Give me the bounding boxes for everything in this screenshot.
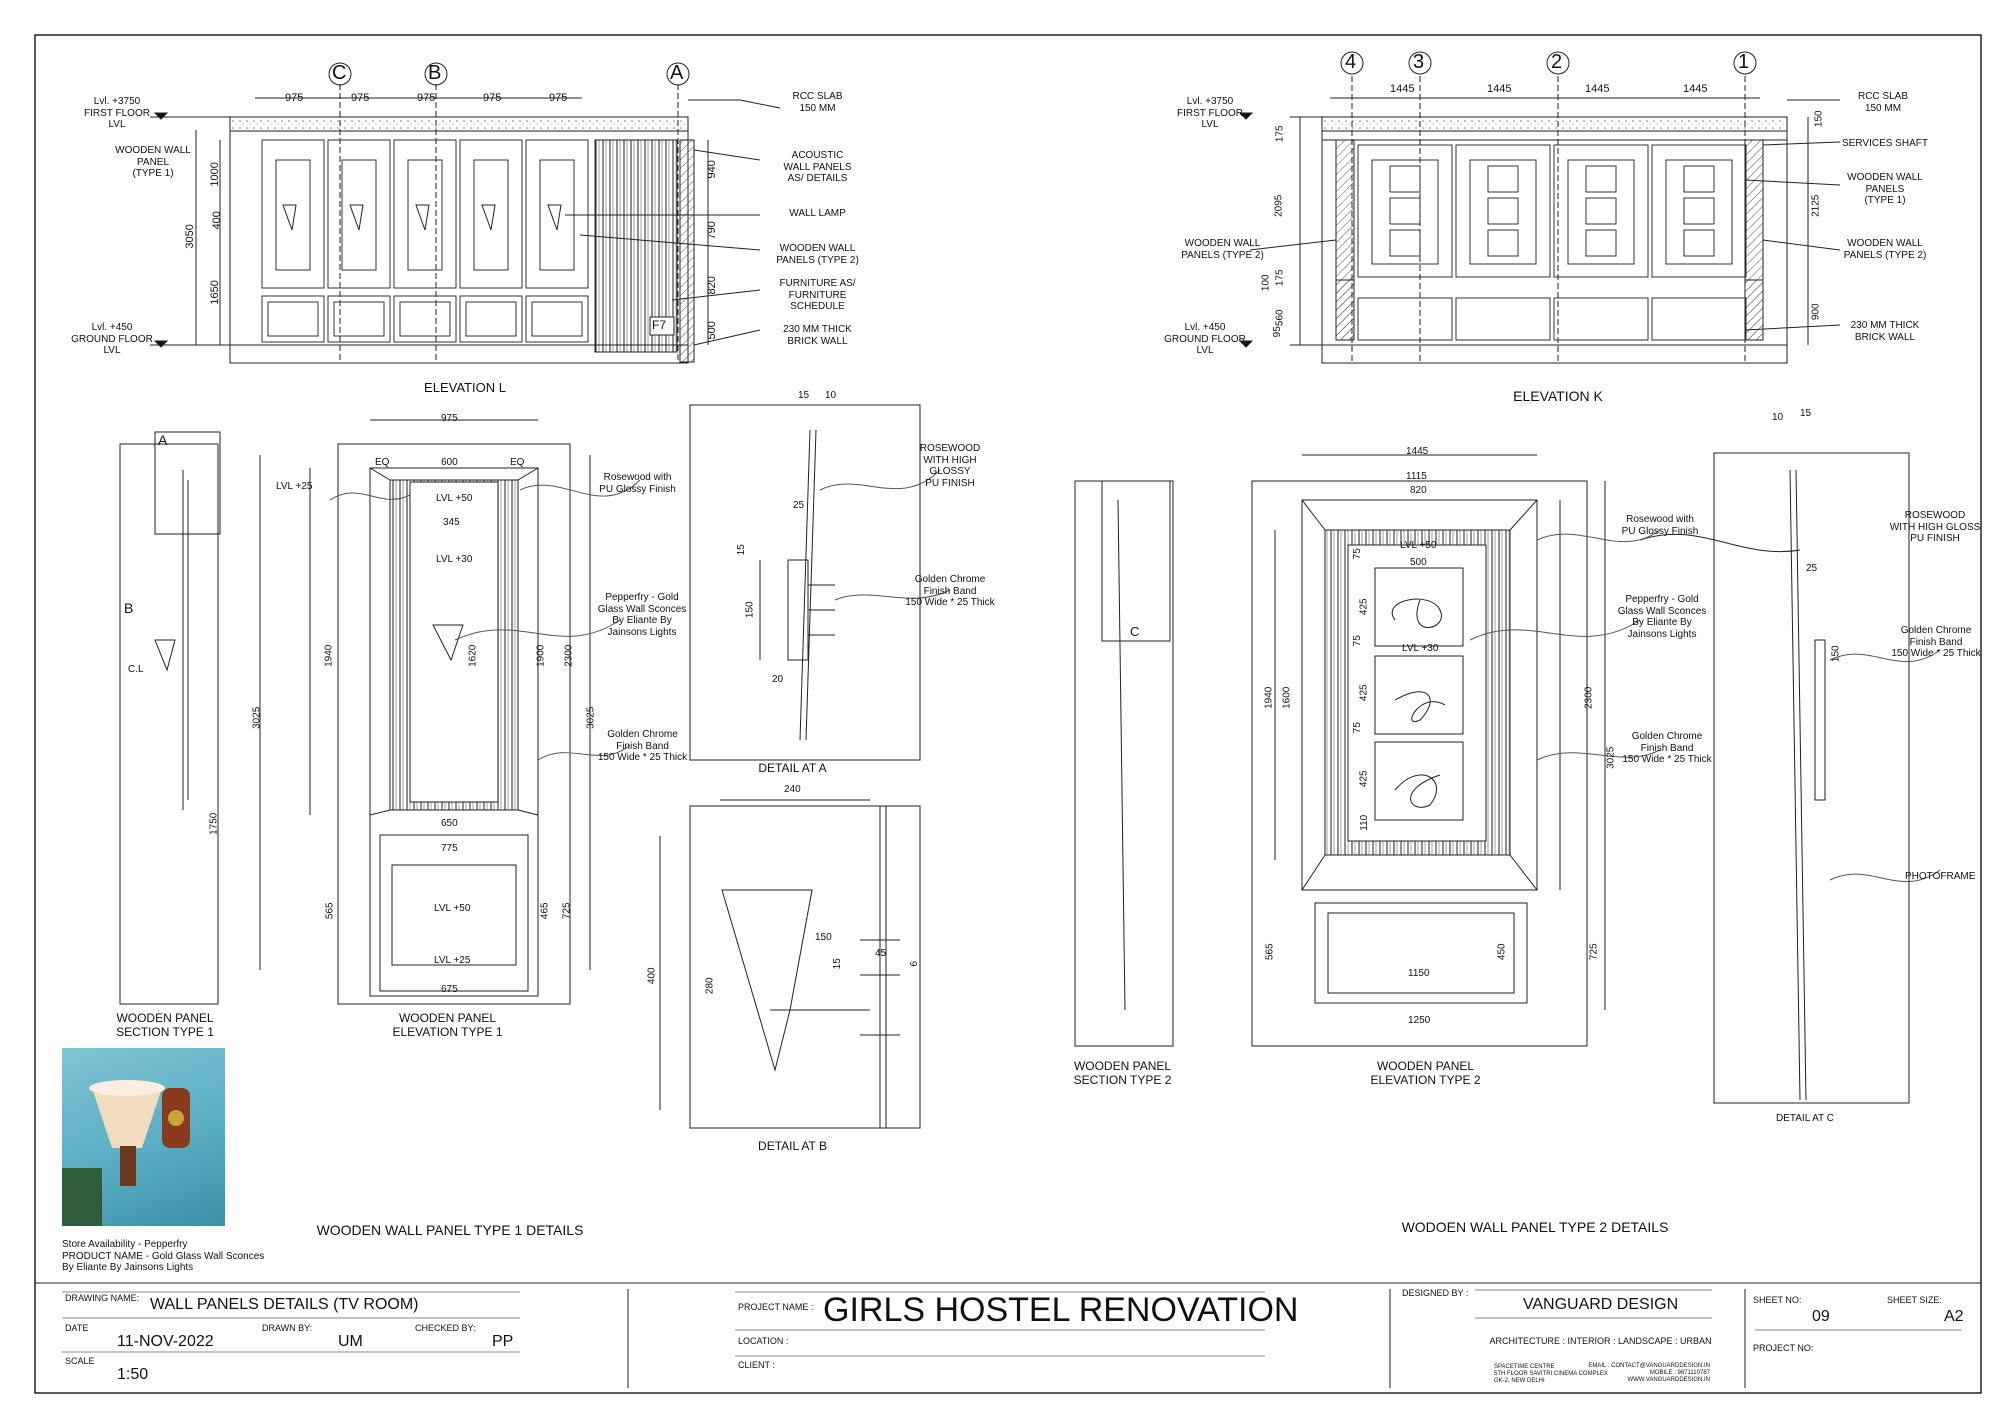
date-value: 11-NOV-2022 [117, 1333, 214, 1350]
dim-label: 20 [772, 674, 784, 685]
grid-tag-3: 3 [1413, 51, 1425, 73]
note-rosewood: Rosewood with PU Glossy Finish [599, 472, 676, 495]
wall-sconce-icon [62, 1048, 225, 1226]
elevation-k-title: ELEVATION K [1513, 388, 1603, 404]
dim-label: 725 [561, 902, 573, 920]
dim-label: 775 [441, 843, 458, 854]
label-rcc-slab: RCC SLAB 150 MM [792, 91, 843, 114]
label-wooden-panels-type2: WOODEN WALL PANELS (TYPE 2) [1843, 238, 1927, 261]
location-label: LOCATION : [738, 1336, 789, 1346]
dim-label: 790 [705, 221, 718, 240]
elevation-type1-title: WOODEN PANEL ELEVATION TYPE 1 [392, 1011, 503, 1039]
dim-label: 15 [735, 544, 747, 556]
dim-label: 25 [793, 500, 805, 511]
section-type1-drawing [120, 432, 260, 1004]
dim-label: 450 [1496, 943, 1508, 961]
sheet-size-value: A2 [1944, 1308, 1964, 1325]
project-no-label: PROJECT NO: [1753, 1343, 1814, 1353]
product-note: Store Availability - Pepperfry PRODUCT NAME - Gold Glass Wall Sconces By Eliante By Jainsons Lights [62, 1239, 265, 1273]
dim-label: 280 [704, 977, 716, 995]
dim-label: 820 [1410, 485, 1427, 496]
grid-tag-a: A [670, 62, 684, 84]
dim-label: 75 [1351, 722, 1363, 734]
label-wooden-panels-type2: WOODEN WALL PANELS (TYPE 2) [1181, 238, 1264, 261]
dim-label: 565 [1264, 943, 1276, 961]
dim-label: 900 [1810, 303, 1822, 321]
dim-label: 1940 [323, 644, 335, 667]
label-services-shaft: SERVICES SHAFT [1842, 138, 1928, 149]
dim-label: EQ [375, 457, 390, 468]
checked-by-value: PP [492, 1333, 514, 1350]
dim-label: 2300 [563, 644, 575, 667]
dim-label: 15 [798, 390, 810, 401]
dim-label: 95 [1271, 326, 1283, 338]
drawing-name: WALL PANELS DETAILS (TV ROOM) [150, 1296, 419, 1313]
dim-label: 500 [705, 321, 718, 340]
level-ground-floor: Lvl. +450 GROUND FLOOR LVL [71, 322, 153, 356]
scale-label: SCALE [65, 1356, 95, 1366]
note-golden-chrome: Golden Chrome Finish Band 150 Wide * 25 Thick [597, 729, 688, 763]
dim-label: 15 [1800, 408, 1812, 419]
type2-group-title: WODOEN WALL PANEL TYPE 2 DETAILS [1401, 1219, 1669, 1235]
detail-b-title: DETAIL AT B [758, 1139, 827, 1153]
label-brick-wall: 230 MM THICK BRICK WALL [1850, 320, 1920, 343]
section-tag-b: B [124, 600, 134, 616]
note-pepperfry: Pepperfry - Gold Glass Wall Sconces By Eliante By Jainsons Lights [1617, 594, 1707, 640]
wall-sconce-photo [62, 1048, 225, 1226]
section-tag-c: C [1130, 624, 1140, 639]
dim-label: 1445 [1406, 446, 1429, 457]
dim-label: 75 [1351, 635, 1363, 647]
dim-label: 10 [1772, 412, 1784, 423]
drawn-by-value: UM [338, 1333, 363, 1350]
grid-tag-1: 1 [1738, 51, 1750, 73]
section-type1-title: WOODEN PANEL SECTION TYPE 1 [116, 1011, 214, 1039]
level-label: LVL +30 [1402, 643, 1439, 654]
designed-by-label: DESIGNED BY : [1402, 1288, 1469, 1298]
date-label: DATE [65, 1323, 89, 1333]
furniture-tag-f7: F7 [652, 318, 667, 332]
dim-label: 975 [441, 413, 458, 424]
dim-label: 10 [825, 390, 837, 401]
drawn-by-label: DRAWN BY: [262, 1323, 313, 1333]
centre-line-tag: C.L [128, 664, 144, 675]
dim-label: 3025 [1605, 746, 1617, 769]
label-wooden-panel-type1: WOODEN WALL PANEL (TYPE 1) [115, 145, 191, 179]
dim-label: 2300 [1583, 686, 1595, 709]
dim-label: 1115 [1406, 471, 1427, 482]
dim-label: 3025 [585, 706, 597, 729]
detail-c-drawing [1640, 453, 1909, 1103]
label-wall-lamp: WALL LAMP [789, 208, 846, 219]
grid-tag-c: C [332, 62, 347, 84]
note-rosewood-detail-c: ROSEWOOD WITH HIGH GLOSS PU FINISH [1889, 510, 1981, 544]
dim-label: 1445 [1390, 83, 1415, 95]
dim-label: 465 [539, 902, 551, 920]
dim-label: 725 [1588, 943, 1600, 961]
dim-label: 1250 [1408, 1015, 1431, 1026]
elevation-l-drawing [150, 63, 780, 363]
dim-label: 150 [1830, 645, 1842, 663]
detail-b-drawing [660, 800, 920, 1128]
dim-label: 1445 [1487, 83, 1512, 95]
dim-label: 6 [909, 960, 921, 967]
dim-label: 1940 [1263, 686, 1275, 709]
dim-label: 1150 [1408, 968, 1430, 979]
sheet-border [35, 35, 1981, 1393]
dim-label: 240 [784, 784, 801, 795]
checked-by-label: CHECKED BY: [415, 1323, 476, 1333]
dim-label: 560 [1274, 309, 1286, 327]
elevation-k-drawing [1240, 52, 1840, 363]
dim-label: 1000 [208, 162, 221, 187]
level-label: LVL +25 [434, 955, 471, 966]
note-photoframe: PHOTOFRAME [1905, 871, 1976, 882]
grid-tag-b: B [428, 62, 442, 84]
dim-label: 1620 [467, 644, 479, 667]
level-first-floor: Lvl. +3750 FIRST FLOOR LVL [1177, 96, 1243, 130]
firm-name: VANGUARD DESIGN [1522, 1296, 1679, 1313]
dim-label: 150 [744, 601, 756, 619]
client-label: CLIENT : [738, 1360, 775, 1370]
dim-label: 75 [1351, 548, 1363, 560]
dim-label: 25 [1806, 563, 1818, 574]
dim-label: 100 [1260, 274, 1272, 292]
note-chrome-detail-c: Golden Chrome Finish Band 150 Wide * 25 Thick [1891, 625, 1981, 659]
note-pepperfry: Pepperfry - Gold Glass Wall Sconces By Eliante By Jainsons Lights [597, 592, 687, 638]
level-label: LVL +30 [436, 554, 473, 565]
dim-label: 565 [324, 902, 336, 920]
type1-group-title: WOODEN WALL PANEL TYPE 1 DETAILS [316, 1222, 584, 1238]
section-type2-drawing [1075, 481, 1173, 1046]
dim-label: 150 [1813, 110, 1825, 128]
level-label: LVL +25 [276, 481, 313, 492]
dim-label: 975 [483, 92, 502, 104]
firm-tagline: ARCHITECTURE : INTERIOR : LANDSCAPE : URBAN [1489, 1336, 1712, 1346]
level-label: LVL +50 [436, 493, 473, 504]
elevation-l-title: ELEVATION L [424, 380, 506, 395]
dim-label: 1445 [1683, 83, 1708, 95]
firm-address: SPACETIME CENTRE 5TH FLOOR SAVITRI CINEMA COMPLEX GK-2, NEW DELHI [1494, 1364, 1608, 1384]
level-ground-floor: Lvl. +450 GROUND FLOOR LVL [1164, 322, 1246, 356]
project-name: GIRLS HOSTEL RENOVATION [823, 1291, 1299, 1329]
dim-label: 675 [441, 984, 458, 995]
scale-value: 1:50 [117, 1366, 149, 1383]
level-label: LVL +50 [434, 903, 471, 914]
dim-label: 345 [443, 517, 460, 528]
drawing-name-label: DRAWING NAME: [65, 1293, 140, 1303]
detail-a-title: DETAIL AT A [758, 761, 827, 775]
dim-label: 820 [705, 276, 718, 295]
note-golden-chrome: Golden Chrome Finish Band 150 Wide * 25 Thick [1622, 731, 1712, 765]
dim-label: 175 [1274, 269, 1286, 287]
dim-label: 1600 [1281, 686, 1293, 709]
grid-tag-2: 2 [1551, 51, 1563, 73]
label-acoustic: ACOUSTIC WALL PANELS AS/ DETAILS [783, 150, 852, 184]
dim-label: 1445 [1585, 83, 1610, 95]
dim-label: 975 [351, 92, 370, 104]
sheet-size-label: SHEET SIZE: [1887, 1295, 1942, 1305]
dim-label: 1650 [208, 280, 221, 305]
dim-label: 940 [705, 160, 718, 179]
dim-label: 1900 [535, 644, 547, 667]
dim-label: 600 [441, 457, 458, 468]
note-chrome-detail-a: Golden Chrome Finish Band 150 Wide * 25 Thick [905, 574, 995, 608]
dim-label: 45 [875, 948, 887, 959]
detail-a-drawing [690, 405, 920, 760]
dim-label: 110 [1359, 814, 1371, 831]
dim-label: 400 [210, 211, 223, 230]
dim-label: 2095 [1273, 194, 1285, 217]
dim-label: 2125 [1810, 194, 1822, 217]
dim-label: 975 [549, 92, 568, 104]
dim-label: 150 [815, 932, 832, 943]
note-rosewood: Rosewood with PU Glossy Finish [1621, 514, 1699, 537]
label-wooden-panels-type2: WOODEN WALL PANELS (TYPE 2) [776, 243, 859, 266]
sheet-no-value: 09 [1812, 1308, 1830, 1325]
detail-c-title: DETAIL AT C [1776, 1113, 1834, 1124]
dim-label: 975 [417, 92, 436, 104]
label-wooden-panels-type1: WOODEN WALL PANELS (TYPE 1) [1847, 172, 1923, 206]
dim-label: 3050 [183, 224, 196, 249]
dim-label: 3025 [251, 706, 263, 729]
level-first-floor: Lvl. +3750 FIRST FLOOR LVL [84, 96, 150, 130]
dim-label: 400 [646, 967, 658, 985]
label-furniture: FURNITURE AS/ FURNITURE SCHEDULE [779, 278, 856, 312]
dim-label: 975 [285, 92, 304, 104]
grid-tag-4: 4 [1345, 51, 1357, 73]
dim-label: 175 [1274, 125, 1286, 143]
dim-label: 425 [1358, 598, 1370, 616]
project-name-label: PROJECT NAME : [738, 1302, 814, 1312]
section-tag-a: A [158, 432, 168, 448]
note-rosewood-detail-a: ROSEWOOD WITH HIGH GLOSSY PU FINISH [919, 443, 981, 489]
label-rcc-slab: RCC SLAB 150 MM [1857, 91, 1908, 114]
label-brick-wall: 230 MM THICK BRICK WALL [783, 324, 852, 347]
level-label: LVL +50 [1400, 540, 1437, 551]
firm-contact: EMAIL : CONTACT@VANGUARDDESIGN.IN MOBILE : 9871110787 WWW.VANGUARDDESIGN.IN [1588, 1363, 1710, 1383]
dim-label: 15 [831, 958, 843, 970]
dim-label: 425 [1358, 684, 1370, 702]
dim-label: 650 [441, 818, 458, 829]
dim-label: EQ [510, 457, 525, 468]
dim-label: 425 [1358, 770, 1370, 788]
elevation-type2-title: WOODEN PANEL ELEVATION TYPE 2 [1370, 1059, 1481, 1087]
sheet-no-label: SHEET NO: [1753, 1295, 1802, 1305]
section-type2-title: WOODEN PANEL SECTION TYPE 2 [1073, 1059, 1172, 1087]
dim-label: 1750 [208, 812, 220, 835]
dim-label: 500 [1410, 557, 1427, 568]
